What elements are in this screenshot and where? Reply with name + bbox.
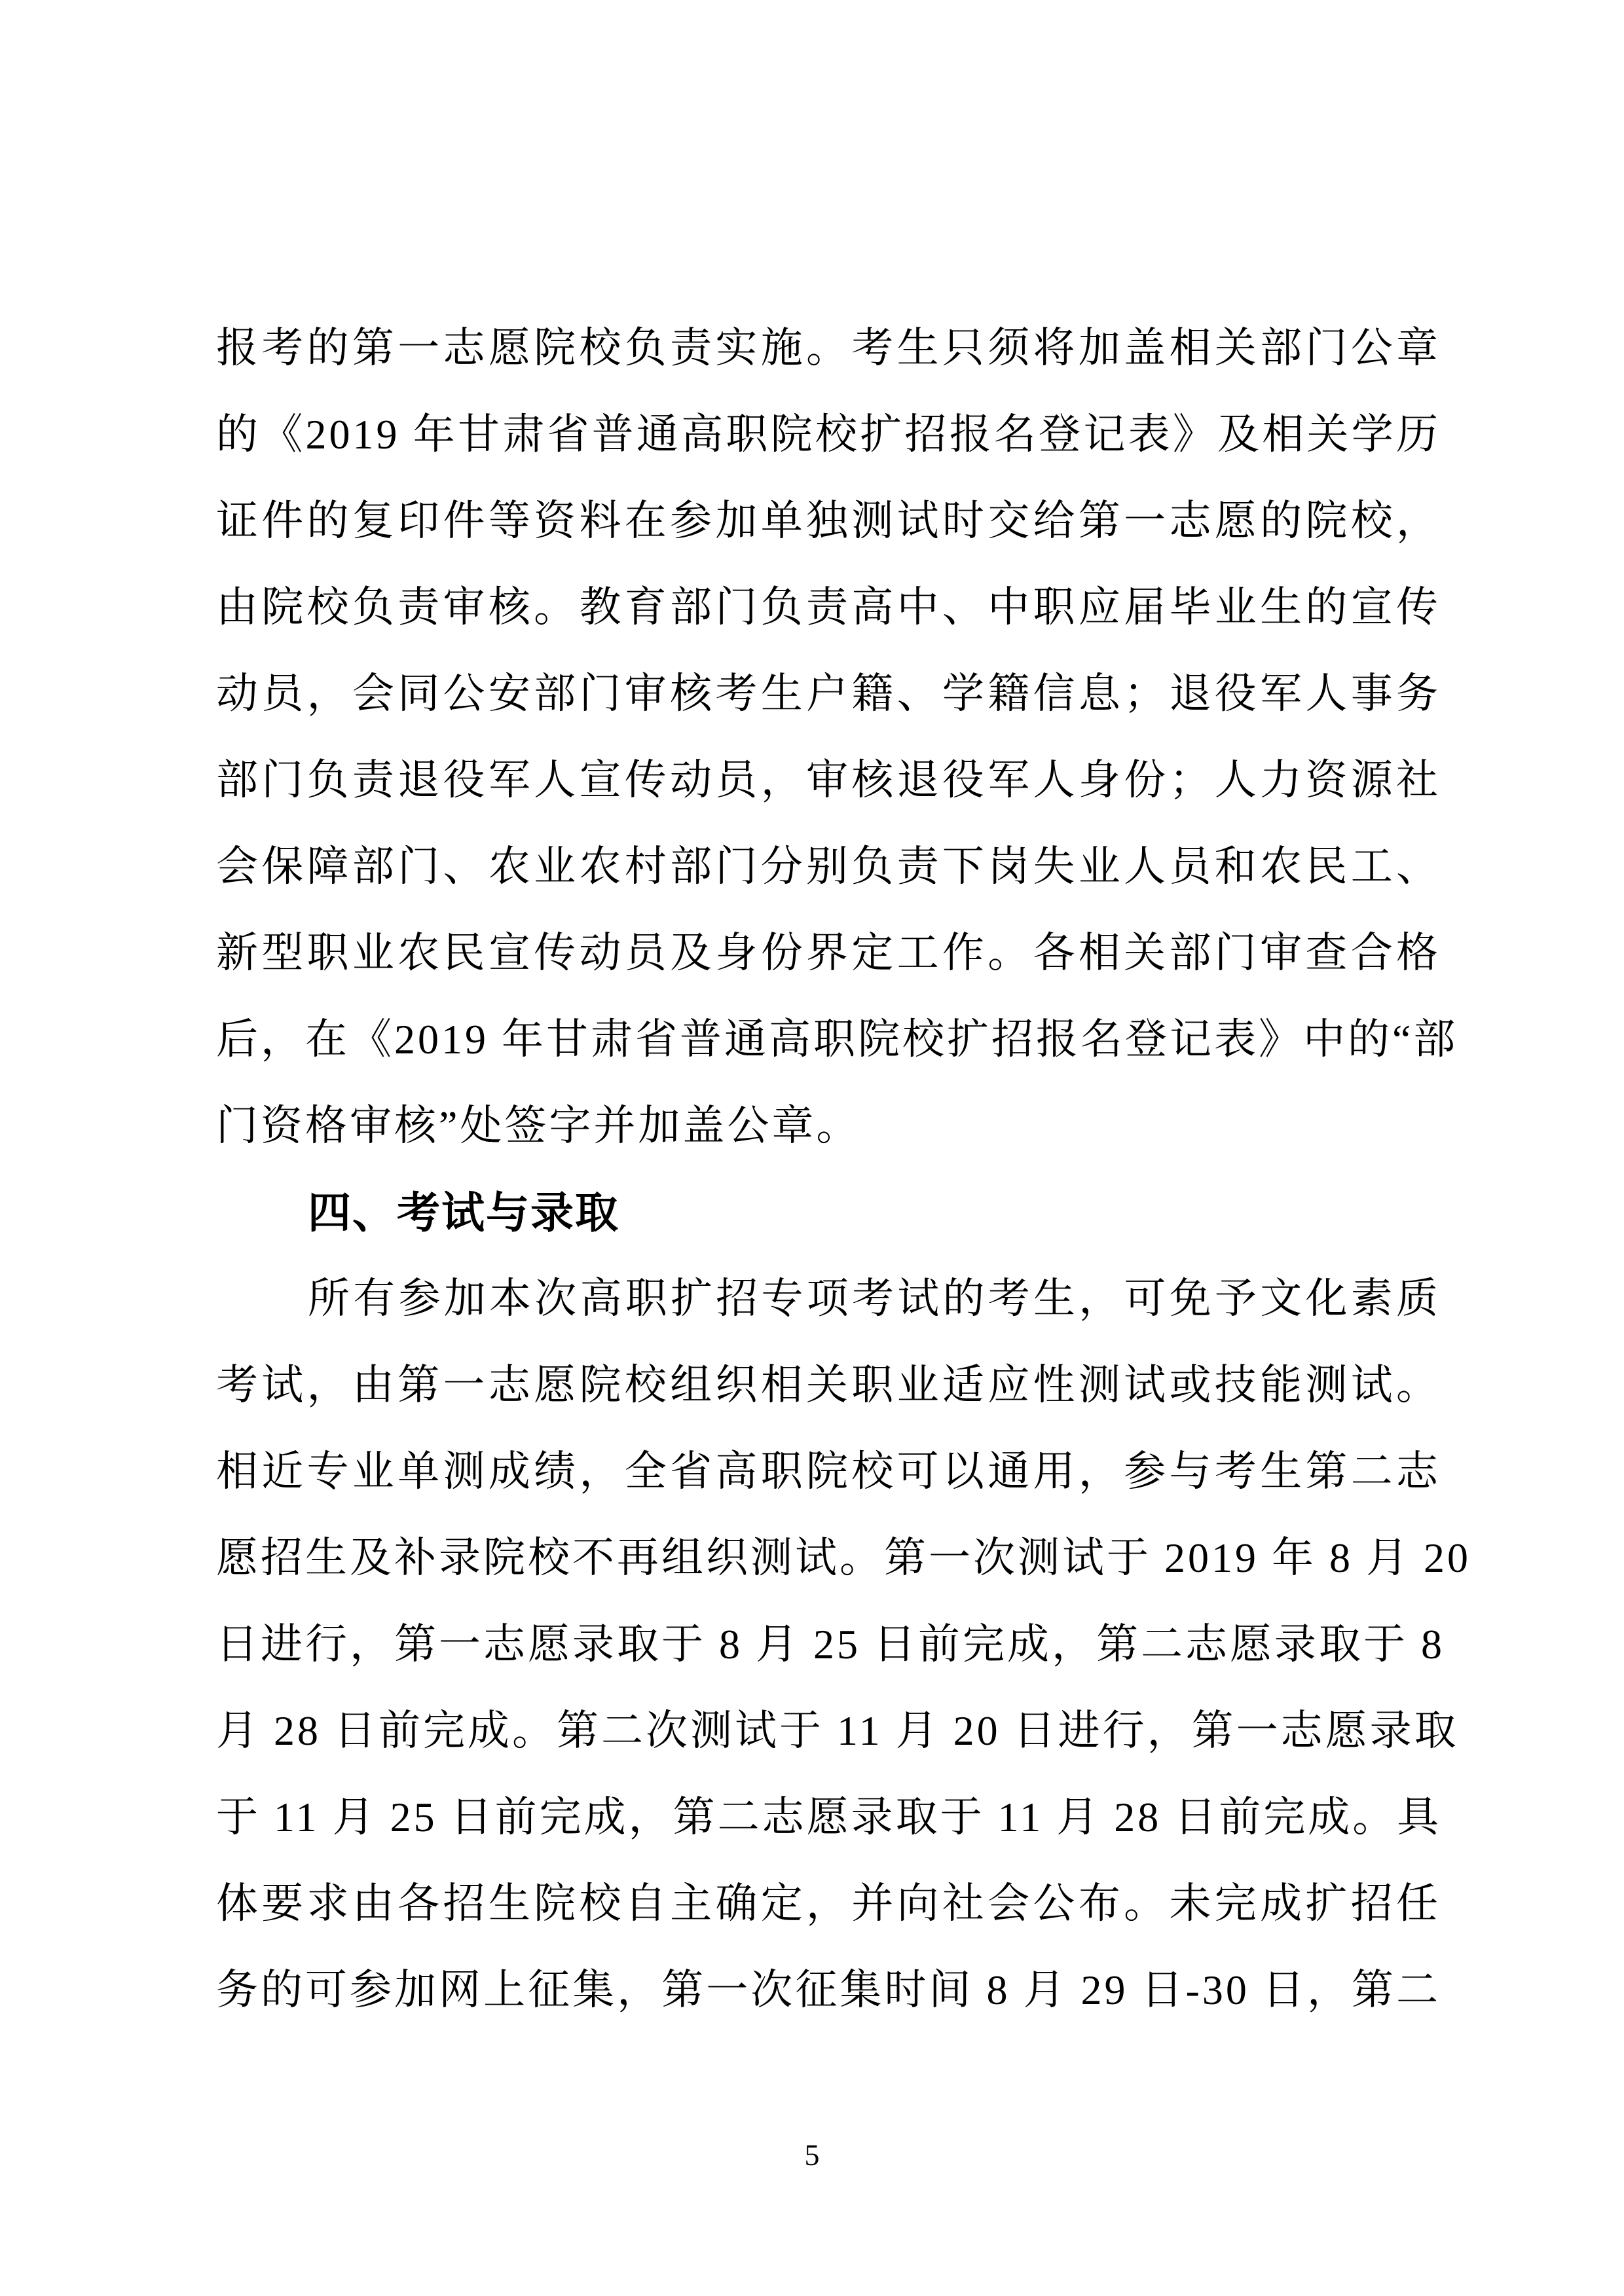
text-line: 会保障部门、农业农村部门分别负责下岗失业人员和农民工、 (216, 843, 1441, 890)
text-line: 新型职业农民宣传动员及身份界定工作。各相关部门审查合格 (216, 930, 1441, 976)
text-line: 动员，会同公安部门审核考生户籍、学籍信息；退役军人事务 (216, 670, 1441, 717)
text-line: 部门负责退役军人宣传动员，审核退役军人身份；人力资源社 (216, 757, 1441, 803)
text-line: 愿招生及补录院校不再组织测试。第一次测试于 2019 年 8 月 20 (216, 1535, 1471, 1581)
text-line: 证件的复印件等资料在参加单独测试时交给第一志愿的院校， (216, 498, 1441, 544)
text-line: 由院校负责审核。教育部门负责高中、中职应届毕业生的宣传 (216, 584, 1441, 630)
text-line-paragraph-start: 所有参加本次高职扩招专项考试的考生，可免予文化素质 (308, 1275, 1441, 1322)
text-line: 报考的第一志愿院校负责实施。考生只须将加盖相关部门公章 (216, 325, 1441, 371)
text-line: 的《2019 年甘肃省普通高职院校扩招报名登记表》及相关学历 (216, 411, 1441, 458)
text-line-paragraph-end: 门资格审核”处签字并加盖公章。 (216, 1102, 861, 1149)
text-line: 月 28 日前完成。第二次测试于 11 月 20 日进行，第一志愿录取 (216, 1707, 1459, 1754)
text-line: 于 11 月 25 日前完成，第二志愿录取于 11 月 28 日前完成。具 (216, 1794, 1442, 1840)
page-number: 5 (804, 2138, 820, 2172)
text-line: 考试，由第一志愿院校组织相关职业适应性测试或技能测试。 (216, 1362, 1441, 1408)
text-line: 体要求由各招生院校自主确定，并向社会公布。未完成扩招任 (216, 1880, 1441, 1927)
text-line: 务的可参加网上征集，第一次征集时间 8 月 29 日-30 日，第二 (216, 1967, 1441, 2013)
text-line: 后，在《2019 年甘肃省普通高职院校扩招报名登记表》中的“部 (216, 1016, 1458, 1063)
body-text (216, 305, 1471, 2033)
section-heading: 四、考试与录取 (308, 1188, 619, 1237)
text-line: 相近专业单测成绩，全省高职院校可以通用，参与考生第二志 (216, 1448, 1441, 1495)
text-line: 日进行，第一志愿录取于 8 月 25 日前完成，第二志愿录取于 8 (216, 1621, 1445, 1667)
